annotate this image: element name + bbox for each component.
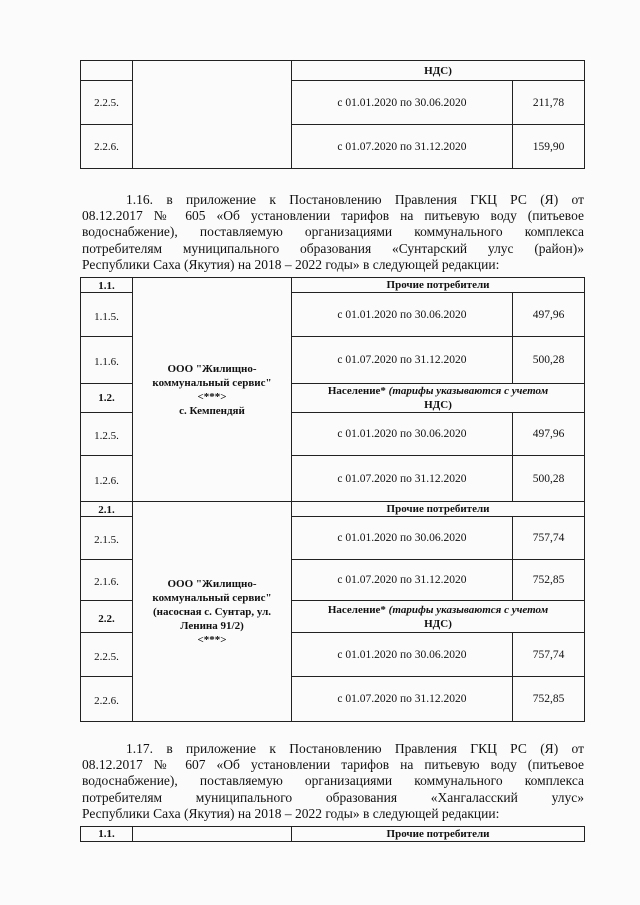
tariff-table-continued — [80, 60, 585, 169]
period-cell: с 01.07.2020 по 31.12.2020 — [292, 456, 513, 502]
org-cell-empty — [133, 827, 292, 842]
org-name-kempendyai: ООО "Жилищно- коммунальный сервис" <***> с. Кемпендяй — [133, 278, 292, 502]
category-header-other: Прочие потребители — [292, 827, 585, 842]
tariff-value: 497,96 — [513, 413, 585, 456]
period-cell: с 01.01.2020 по 30.06.2020 — [292, 413, 513, 456]
text-line: Республики Саха (Якутия) на 2018 – 2022 годы» в следующей редакции: — [82, 256, 500, 272]
category-header-other: Прочие потребители — [292, 502, 585, 517]
row-number: 2.1.5. — [81, 517, 133, 560]
period-cell: с 01.01.2020 по 30.06.2020 — [292, 81, 513, 125]
text-line: потребителям муниципального образования «Хангаласский улус» — [82, 789, 584, 805]
row-number: 2.2. — [81, 601, 133, 633]
row-number: 1.1.6. — [81, 337, 133, 384]
period-cell: с 01.07.2020 по 31.12.2020 — [292, 337, 513, 384]
row-number: 1.1. — [81, 827, 133, 842]
tariff-table-khangalas — [80, 826, 585, 842]
period-cell: с 01.07.2020 по 31.12.2020 — [292, 677, 513, 722]
row-number: 2.2.5. — [81, 633, 133, 677]
row-number: 1.2.6. — [81, 456, 133, 502]
category-header-population: Население* (тарифы указываются с учетом НДС) — [292, 384, 585, 413]
period-cell: с 01.07.2020 по 31.12.2020 — [292, 125, 513, 169]
text-line: 1.17. в приложение к Постановлению Правления ГКЦ РС (Я) от — [126, 741, 584, 756]
row-number: 1.2. — [81, 384, 133, 413]
tariff-value: 159,90 — [513, 125, 585, 169]
text-line: 08.12.2017 № 605 «Об установлении тарифов на питьевую воду (питьевое — [82, 208, 584, 224]
tariff-value: 211,78 — [513, 81, 585, 125]
text-line: 1.16. в приложение к Постановлению Правления ГКЦ РС (Я) от — [126, 192, 584, 207]
category-header-other: Прочие потребители — [292, 278, 585, 293]
paragraph-1-16 — [82, 192, 584, 273]
category-header-population: Население* (тарифы указываются с учетом НДС) — [292, 601, 585, 633]
row-number: 1.1. — [81, 278, 133, 293]
table-cell — [81, 61, 133, 81]
text-line: водоснабжение), поставляемую организациями коммунального комплекса — [82, 773, 584, 789]
row-number: 1.2.5. — [81, 413, 133, 456]
text-line: 08.12.2017 № 607 «Об установлении тарифов на питьевую воду (питьевое — [82, 757, 584, 773]
text-line: потребителям муниципального образования «Сунтарский улус (район)» — [82, 240, 584, 256]
period-cell: с 01.01.2020 по 30.06.2020 — [292, 633, 513, 677]
text-line: водоснабжение), поставляемую организациями коммунального комплекса — [82, 224, 584, 240]
period-cell: с 01.07.2020 по 31.12.2020 — [292, 560, 513, 601]
tariff-value: 752,85 — [513, 560, 585, 601]
text-line: Республики Саха (Якутия) на 2018 – 2022 годы» в следующей редакции: — [82, 805, 500, 821]
paragraph-1-17 — [82, 741, 584, 822]
row-number: 2.2.6. — [81, 125, 133, 169]
org-name-suntar: ООО "Жилищно- коммунальный сервис" (насосная с. Сунтар, ул. Ленина 91/2) <***> — [133, 502, 292, 722]
tariff-value: 757,74 — [513, 517, 585, 560]
period-cell: с 01.01.2020 по 30.06.2020 — [292, 517, 513, 560]
row-number: 1.1.5. — [81, 293, 133, 337]
row-number: 2.2.5. — [81, 81, 133, 125]
tariff-table-suntar — [80, 277, 585, 722]
category-header: НДС) — [292, 61, 585, 81]
tariff-value: 500,28 — [513, 456, 585, 502]
row-number: 2.1. — [81, 502, 133, 517]
tariff-value: 497,96 — [513, 293, 585, 337]
tariff-value: 752,85 — [513, 677, 585, 722]
tariff-value: 757,74 — [513, 633, 585, 677]
org-cell-empty — [133, 61, 292, 169]
row-number: 2.2.6. — [81, 677, 133, 722]
row-number: 2.1.6. — [81, 560, 133, 601]
tariff-value: 500,28 — [513, 337, 585, 384]
period-cell: с 01.01.2020 по 30.06.2020 — [292, 293, 513, 337]
